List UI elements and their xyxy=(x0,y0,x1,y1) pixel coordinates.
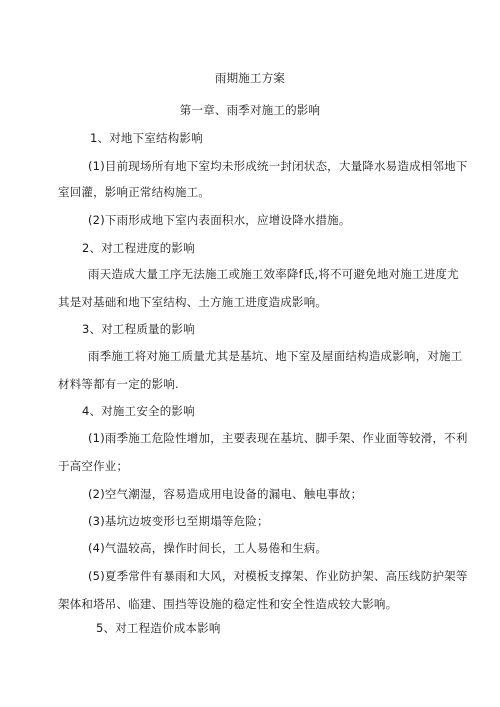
section-3-para-1-line-2: 材料等都有一定的影响. xyxy=(58,377,179,391)
document-title: 雨期施工方案 xyxy=(214,71,286,85)
section-5-heading: 5、对工程造价成本影响 xyxy=(96,621,221,635)
section-1-para-1-line-1: (1)目前现场所有地下室均未形成统一封闭状态，大量降水易造成相邻地下 xyxy=(88,159,468,173)
section-4-para-5-line-2: 架体和塔吊、临建、围挡等设施的稳定性和安全性造成较大影响。 xyxy=(58,597,398,611)
chapter-heading: 第一章、雨季对施工的影响 xyxy=(179,103,321,117)
section-4-para-1-line-1: (1)雨季施工危险性增加，主要表现在基坑、脚手架、作业面等较滑，不利 xyxy=(88,431,468,445)
section-1-heading: 1、对地下室结构影响 xyxy=(90,131,203,145)
section-4-para-3: (3)基坑边坡变形乜至期塌等危险； xyxy=(88,514,269,528)
section-4-para-2: (2)空气潮湿，容易造成用电设备的漏电、触电事故； xyxy=(88,487,363,501)
section-3-heading: 3、对工程质量的影响 xyxy=(82,322,195,336)
section-4-heading: 4、对施工安全的影响 xyxy=(82,404,195,418)
section-1-para-1-line-2: 室回灌，影响正常结构施工。 xyxy=(58,185,211,199)
section-1-para-2: (2)下雨形成地下室内表面积水，应增设降水措施。 xyxy=(88,213,351,227)
section-2-heading: 2、对工程进度的影响 xyxy=(82,241,195,255)
section-4-para-4: (4)气温较高，操作时间长，工人易倦和生病。 xyxy=(88,541,328,555)
section-4-para-1-line-2: 于高空作业； xyxy=(58,459,129,473)
section-2-para-1-line-2: 其是对基础和地下室结构、土方施工进度造成影响。 xyxy=(58,295,328,309)
section-4-para-5-line-1: (5)夏季常件有暴雨和大风，对模板支撑架、作业防护架、高压线防护架等 xyxy=(88,569,468,583)
section-3-para-1-line-1: 雨季施工将对施工质量尤其是基坑、地下室及屋面结构造成影响，对施工 xyxy=(88,349,463,363)
section-2-para-1-line-1: 雨天造成大量工序无法施工或施工效率降f氐,将不可避免地对施工进度尤 xyxy=(88,267,459,281)
